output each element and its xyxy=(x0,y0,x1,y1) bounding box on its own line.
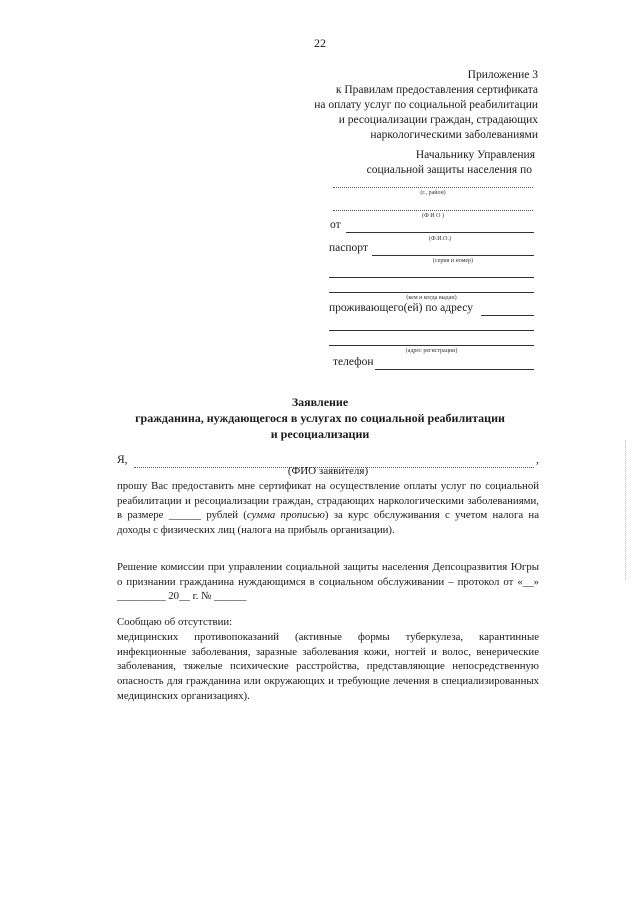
phone-field[interactable] xyxy=(375,369,534,370)
title-line: гражданина, нуждающегося в услугах по социальной реабилитации xyxy=(135,411,505,425)
appendix-line: и ресоциализации граждан, страдающих xyxy=(338,114,538,126)
commission-text: Решение комиссии при управлении социальной защиты населения Депсоцразвития Югры о признании гражданина нуждающимся в социальном обслуживании – протокол от «__» _________ 20__ г. № ______ xyxy=(117,561,539,603)
passport-label: паспорт xyxy=(329,242,368,254)
request-text-italic: сумма прописью xyxy=(246,509,325,522)
from-label: от xyxy=(330,219,341,231)
phone-label: телефон xyxy=(333,356,374,368)
passport-series-caption: (серия и номер) xyxy=(432,258,474,264)
request-text-b: ) за курс обслуживания с учетом налога на доходы с физических лиц (налога на прибыль организации). xyxy=(117,509,539,537)
address-caption: (адрес регистрации) xyxy=(405,348,458,354)
residence-field[interactable] xyxy=(481,315,534,316)
request-text-a: прошу Вас предоставить мне сертификат на осуществление оплаты услуг по социальной реабилитации и ресоциализации граждан, страдающих наркологическими заболеваниями, в размере ______ рублей ( xyxy=(117,480,539,522)
contraindications-paragraph xyxy=(117,630,539,704)
commission-paragraph xyxy=(117,560,539,604)
recipient-fio-caption: (Ф И О ) xyxy=(422,213,444,219)
appendix-line: на оплату услуг по социальной реабилитации xyxy=(314,99,538,111)
passport-field[interactable] xyxy=(372,255,534,256)
margin-dots xyxy=(625,440,626,580)
absence-heading: Сообщаю об отсутствии: xyxy=(117,616,233,628)
comma: , xyxy=(536,454,539,466)
fio-applicant-caption: (ФИО заявителя) xyxy=(287,465,369,477)
appendix-line: к Правилам предоставления сертификата xyxy=(335,84,538,96)
request-paragraph xyxy=(117,479,539,538)
contraindications-text: медицинских противопоказаний (активные формы туберкулеза, карантинные инфекционные заболевания, заразные заболевания кожи, ногтей и волос, венерические заболевания, тяжелые психические расстройства, представляющие непосредственную опасность для гражданина или окружающих и требующие лечения в специализированных медицинских организациях). xyxy=(117,631,539,702)
residence-label: проживающего(ей) по адресу xyxy=(329,302,473,314)
appendix-line: Приложение 3 xyxy=(467,69,538,81)
passport-issued-field-2[interactable] xyxy=(329,292,534,293)
district-field[interactable] xyxy=(333,187,533,188)
title-line: Заявление xyxy=(291,395,349,409)
appendix-line: наркологическими заболеваниями xyxy=(370,129,538,141)
recipient-fio-field[interactable] xyxy=(333,210,533,211)
applicant-fio-caption: (Ф.И.О.) xyxy=(429,236,451,242)
addressee-line: социальной защиты населения по xyxy=(366,164,532,176)
residence-field-3[interactable] xyxy=(329,345,534,346)
applicant-fio-field[interactable] xyxy=(346,232,534,233)
title-line: и ресоциализации xyxy=(270,427,370,441)
page-number: 22 xyxy=(314,36,326,50)
ya-label: Я, xyxy=(117,454,128,466)
passport-issued-field[interactable] xyxy=(329,277,534,278)
passport-issued-caption: (кем и когда выдан) xyxy=(406,295,457,301)
residence-field-2[interactable] xyxy=(329,330,534,331)
district-caption: (г., район) xyxy=(420,190,446,196)
addressee-line: Начальнику Управления xyxy=(415,149,535,161)
